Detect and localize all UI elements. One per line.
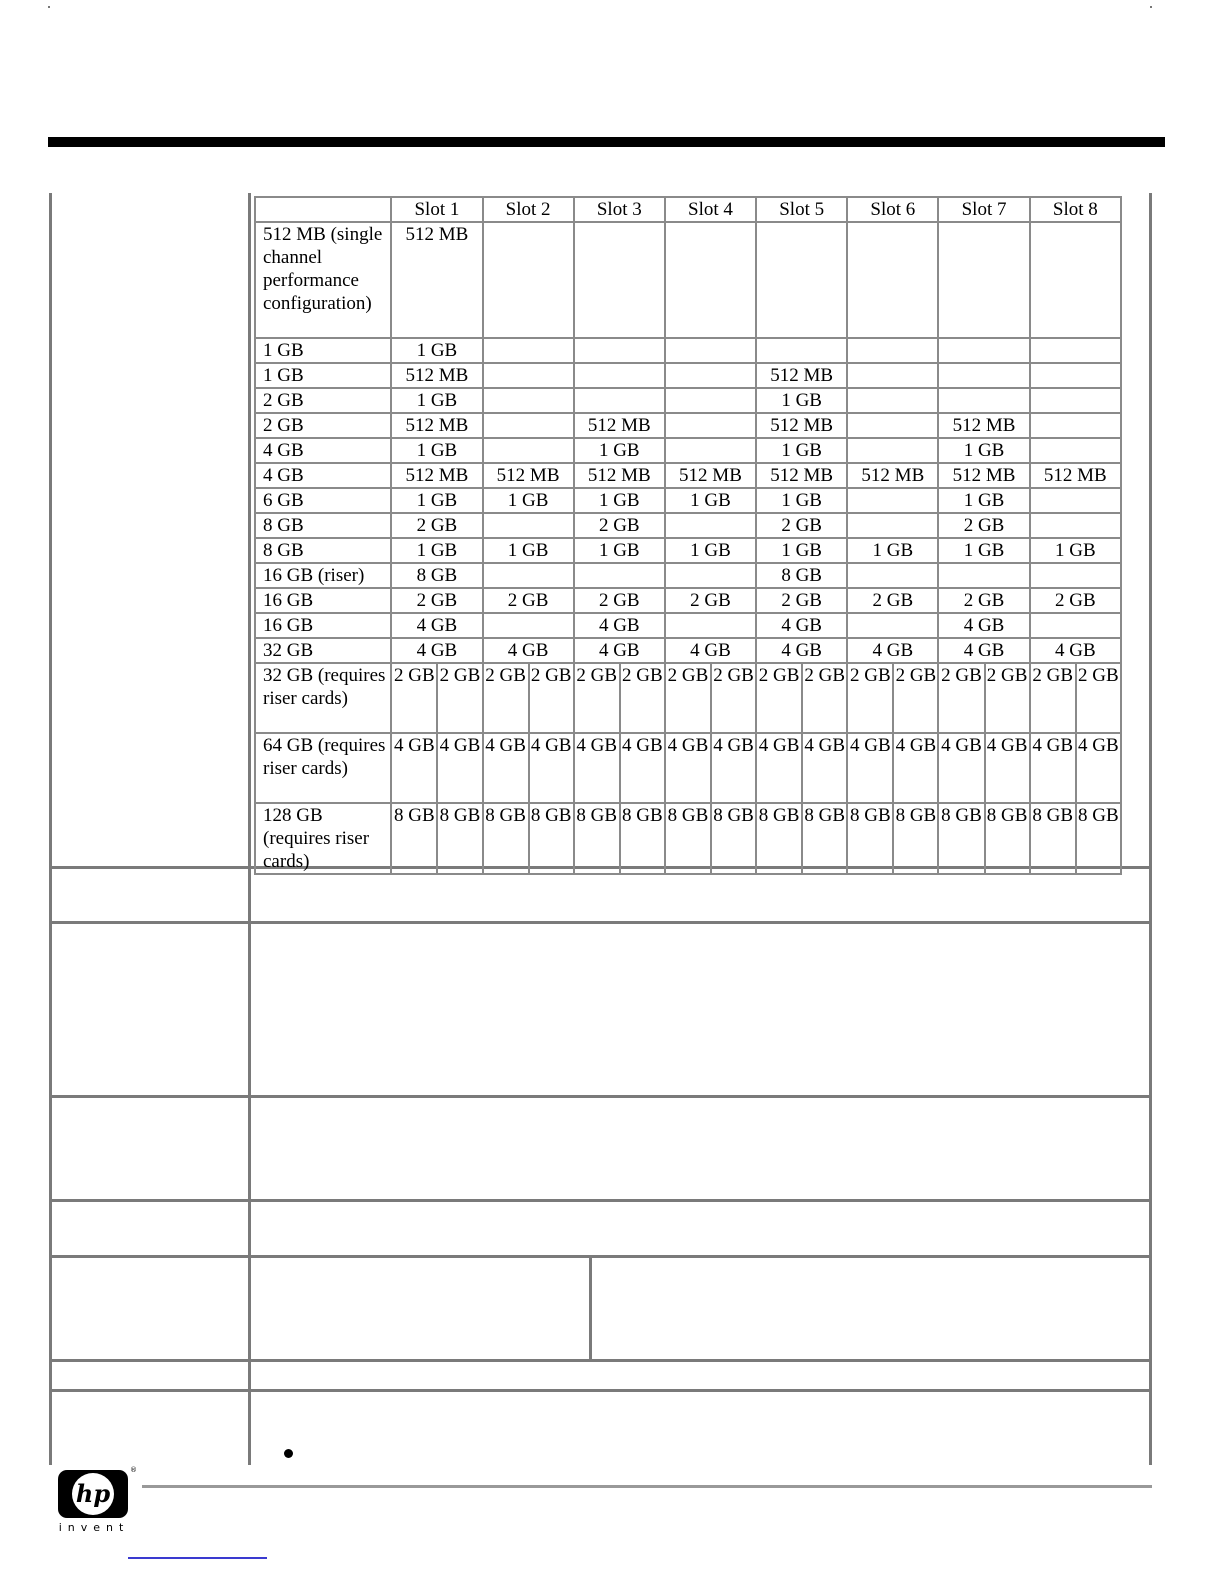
riser-slot-cell: 2 GB [665, 663, 711, 733]
slot-cell: 2 GB [483, 588, 574, 613]
slot-cell: 2 GB [391, 588, 482, 613]
memory-configuration-table [254, 196, 1122, 875]
riser-slot-cell: 2 GB [711, 663, 756, 733]
slot-cell [847, 438, 938, 463]
riser-slot-cell: 4 GB [574, 733, 620, 803]
hp-logo-text: hp [75, 1479, 111, 1508]
riser-slot-cell: 4 GB [938, 733, 984, 803]
slot-cell: 512 MB [391, 363, 482, 388]
slot-cell [1030, 388, 1121, 413]
slot-cell [1030, 613, 1121, 638]
slot-cell: 1 GB [574, 488, 665, 513]
slot-cell: 1 GB [391, 488, 482, 513]
slot-cell [938, 363, 1029, 388]
slot-cell [665, 338, 756, 363]
slot-cell: 1 GB [483, 488, 574, 513]
hp-logo [58, 1470, 128, 1518]
slot-cell: 512 MB [391, 413, 482, 438]
slot-cell [1030, 513, 1121, 538]
slot-cell [1030, 488, 1121, 513]
slot-cell: 1 GB [756, 488, 847, 513]
list-bullet [284, 1449, 293, 1458]
riser-slot-cell: 8 GB [1076, 803, 1121, 874]
table-row [255, 338, 1121, 363]
riser-slot-cell: 4 GB [1030, 733, 1076, 803]
slot-cell [665, 438, 756, 463]
config-cell: 1 GB [255, 338, 391, 363]
riser-slot-cell: 8 GB [802, 803, 847, 874]
riser-slot-cell: 8 GB [985, 803, 1030, 874]
slot-cell [483, 513, 574, 538]
slot-cell: 2 GB [574, 513, 665, 538]
slot-cell: 1 GB [756, 538, 847, 563]
slot-cell: 4 GB [574, 638, 665, 663]
slot-cell: 2 GB [938, 513, 1029, 538]
table-row [255, 588, 1121, 613]
slot-cell [847, 338, 938, 363]
slot-cell [938, 388, 1029, 413]
riser-slot-cell: 8 GB [893, 803, 938, 874]
riser-slot-cell: 2 GB [985, 663, 1030, 733]
slot-cell [665, 222, 756, 338]
header-cell-slot: Slot 1 [391, 197, 482, 222]
slot-cell: 1 GB [847, 538, 938, 563]
slot-cell: 4 GB [756, 613, 847, 638]
slot-cell: 4 GB [938, 638, 1029, 663]
slot-cell: 4 GB [938, 613, 1029, 638]
footer-rule [142, 1485, 1152, 1488]
slot-cell: 2 GB [1030, 588, 1121, 613]
slot-cell [665, 413, 756, 438]
riser-slot-cell: 2 GB [437, 663, 482, 733]
table-row [255, 463, 1121, 488]
header-cell-slot: Slot 7 [938, 197, 1029, 222]
slot-cell [483, 338, 574, 363]
riser-slot-cell: 8 GB [483, 803, 529, 874]
slot-cell [1030, 563, 1121, 588]
slot-cell [847, 363, 938, 388]
slot-cell [1030, 413, 1121, 438]
riser-slot-cell: 8 GB [529, 803, 574, 874]
slot-cell [847, 513, 938, 538]
header-cell-slot: Slot 4 [665, 197, 756, 222]
riser-slot-cell: 4 GB [529, 733, 574, 803]
riser-slot-cell: 4 GB [893, 733, 938, 803]
riser-slot-cell: 4 GB [483, 733, 529, 803]
riser-slot-cell: 8 GB [756, 803, 802, 874]
slot-cell: 512 MB [574, 463, 665, 488]
table-row [255, 388, 1121, 413]
riser-slot-cell: 2 GB [391, 663, 437, 733]
table-row [255, 563, 1121, 588]
slot-cell [483, 413, 574, 438]
slot-cell [574, 388, 665, 413]
slot-cell [483, 388, 574, 413]
slot-cell: 512 MB [938, 463, 1029, 488]
slot-cell: 1 GB [391, 388, 482, 413]
riser-slot-cell: 4 GB [437, 733, 482, 803]
footer-link[interactable] [128, 1557, 267, 1559]
slot-cell [1030, 338, 1121, 363]
config-cell: 1 GB [255, 363, 391, 388]
slot-cell: 512 MB [1030, 463, 1121, 488]
riser-slot-cell: 2 GB [938, 663, 984, 733]
slot-cell: 2 GB [756, 513, 847, 538]
slot-cell [665, 363, 756, 388]
slot-cell [847, 222, 938, 338]
config-cell: 8 GB [255, 538, 391, 563]
slot-cell: 1 GB [938, 488, 1029, 513]
config-cell: 4 GB [255, 463, 391, 488]
slot-cell: 4 GB [1030, 638, 1121, 663]
spec-row-divider [49, 1359, 1152, 1362]
header-cell-slot: Slot 3 [574, 197, 665, 222]
slot-cell [483, 563, 574, 588]
riser-slot-cell: 4 GB [985, 733, 1030, 803]
slot-cell: 512 MB [847, 463, 938, 488]
spec-row-divider [49, 1095, 1152, 1098]
config-cell: 16 GB [255, 613, 391, 638]
riser-slot-cell: 4 GB [1076, 733, 1121, 803]
riser-slot-cell: 8 GB [1030, 803, 1076, 874]
table-row [255, 638, 1121, 663]
slot-cell: 4 GB [391, 638, 482, 663]
table-row [255, 413, 1121, 438]
riser-slot-cell: 4 GB [847, 733, 893, 803]
slot-cell [574, 563, 665, 588]
slot-cell [1030, 363, 1121, 388]
riser-slot-cell: 2 GB [847, 663, 893, 733]
slot-cell: 2 GB [391, 513, 482, 538]
riser-slot-cell: 2 GB [756, 663, 802, 733]
riser-slot-cell: 4 GB [620, 733, 665, 803]
slot-cell [665, 513, 756, 538]
header-cell-slot: Slot 8 [1030, 197, 1121, 222]
config-cell: 128 GB (requires riser cards) [255, 803, 391, 874]
spec-table-column-divider [248, 193, 251, 1465]
slot-cell: 512 MB [391, 463, 482, 488]
slot-cell: 1 GB [938, 438, 1029, 463]
riser-slot-cell: 2 GB [1030, 663, 1076, 733]
riser-slot-cell: 2 GB [893, 663, 938, 733]
riser-slot-cell: 8 GB [938, 803, 984, 874]
riser-slot-cell: 2 GB [483, 663, 529, 733]
riser-slot-cell: 8 GB [574, 803, 620, 874]
slot-cell: 1 GB [1030, 538, 1121, 563]
slot-cell: 2 GB [665, 588, 756, 613]
slot-cell [847, 388, 938, 413]
slot-cell: 2 GB [756, 588, 847, 613]
riser-slot-cell: 8 GB [711, 803, 756, 874]
config-cell: 2 GB [255, 388, 391, 413]
corner-mark-right [1150, 6, 1152, 8]
slot-cell: 512 MB [574, 413, 665, 438]
slot-cell: 2 GB [847, 588, 938, 613]
slot-cell [574, 222, 665, 338]
riser-slot-cell: 2 GB [802, 663, 847, 733]
config-cell: 16 GB [255, 588, 391, 613]
slot-cell: 512 MB [483, 463, 574, 488]
table-row [255, 438, 1121, 463]
slot-cell [938, 563, 1029, 588]
table-row [255, 488, 1121, 513]
slot-cell: 512 MB [938, 413, 1029, 438]
slot-cell: 512 MB [756, 463, 847, 488]
spec-row-divider [49, 1255, 1152, 1258]
slot-cell: 1 GB [938, 538, 1029, 563]
slot-cell [1030, 222, 1121, 338]
slot-cell [483, 363, 574, 388]
registered-mark: ® [130, 1466, 137, 1474]
slot-cell: 512 MB [756, 363, 847, 388]
slot-cell [1030, 438, 1121, 463]
spec-cell-split [589, 1257, 592, 1362]
slot-cell: 4 GB [756, 638, 847, 663]
slot-cell: 512 MB [756, 413, 847, 438]
slot-cell: 1 GB [574, 438, 665, 463]
riser-slot-cell: 8 GB [391, 803, 437, 874]
slot-cell: 8 GB [391, 563, 482, 588]
slot-cell [665, 563, 756, 588]
header-cell-slot: Slot 2 [483, 197, 574, 222]
slot-cell: 1 GB [756, 438, 847, 463]
slot-cell [574, 363, 665, 388]
slot-cell [483, 438, 574, 463]
slot-cell [847, 613, 938, 638]
header-cell-config [255, 197, 391, 222]
table-row-riser [255, 663, 1121, 733]
slot-cell: 512 MB [665, 463, 756, 488]
riser-slot-cell: 8 GB [437, 803, 482, 874]
slot-cell: 1 GB [665, 488, 756, 513]
slot-cell: 1 GB [574, 538, 665, 563]
riser-slot-cell: 4 GB [711, 733, 756, 803]
table-row [255, 513, 1121, 538]
table-header-row [255, 197, 1121, 222]
slot-cell [756, 338, 847, 363]
config-cell: 64 GB (requires riser cards) [255, 733, 391, 803]
config-cell: 16 GB (riser) [255, 563, 391, 588]
slot-cell: 4 GB [847, 638, 938, 663]
slot-cell: 512 MB [391, 222, 482, 338]
slot-cell [574, 338, 665, 363]
logo-tagline: invent [58, 1521, 130, 1534]
slot-cell [847, 563, 938, 588]
table-row [255, 363, 1121, 388]
slot-cell [483, 222, 574, 338]
slot-cell [938, 222, 1029, 338]
header-cell-slot: Slot 5 [756, 197, 847, 222]
riser-slot-cell: 4 GB [756, 733, 802, 803]
table-row-riser [255, 803, 1121, 874]
riser-slot-cell: 2 GB [529, 663, 574, 733]
header-rule [48, 137, 1165, 147]
spec-row-divider [49, 1199, 1152, 1202]
riser-slot-cell: 2 GB [1076, 663, 1121, 733]
table-row-riser [255, 733, 1121, 803]
riser-slot-cell: 8 GB [847, 803, 893, 874]
slot-cell: 2 GB [938, 588, 1029, 613]
slot-cell: 1 GB [756, 388, 847, 413]
slot-cell: 1 GB [665, 538, 756, 563]
slot-cell: 4 GB [574, 613, 665, 638]
slot-cell: 4 GB [391, 613, 482, 638]
slot-cell: 4 GB [665, 638, 756, 663]
config-cell: 32 GB [255, 638, 391, 663]
slot-cell: 8 GB [756, 563, 847, 588]
riser-slot-cell: 8 GB [620, 803, 665, 874]
slot-cell: 2 GB [574, 588, 665, 613]
config-cell: 8 GB [255, 513, 391, 538]
config-cell: 6 GB [255, 488, 391, 513]
config-cell: 2 GB [255, 413, 391, 438]
slot-cell: 1 GB [391, 438, 482, 463]
slot-cell [847, 413, 938, 438]
header-cell-slot: Slot 6 [847, 197, 938, 222]
slot-cell [665, 613, 756, 638]
slot-cell [756, 222, 847, 338]
riser-slot-cell: 4 GB [802, 733, 847, 803]
config-cell: 32 GB (requires riser cards) [255, 663, 391, 733]
spec-row-divider [49, 1389, 1152, 1392]
riser-slot-cell: 2 GB [574, 663, 620, 733]
riser-slot-cell: 4 GB [391, 733, 437, 803]
table-row [255, 613, 1121, 638]
corner-mark-left [48, 6, 50, 8]
slot-cell: 1 GB [391, 338, 482, 363]
slot-cell [665, 388, 756, 413]
config-cell: 4 GB [255, 438, 391, 463]
spec-row-divider [49, 921, 1152, 924]
slot-cell [847, 488, 938, 513]
table-row [255, 222, 1121, 338]
slot-cell [938, 338, 1029, 363]
riser-slot-cell: 2 GB [620, 663, 665, 733]
table-row [255, 538, 1121, 563]
config-cell: 512 MB (single channel performance configuration) [255, 222, 391, 338]
slot-cell: 1 GB [483, 538, 574, 563]
riser-slot-cell: 8 GB [665, 803, 711, 874]
slot-cell [483, 613, 574, 638]
slot-cell: 4 GB [483, 638, 574, 663]
slot-cell: 1 GB [391, 538, 482, 563]
riser-slot-cell: 4 GB [665, 733, 711, 803]
